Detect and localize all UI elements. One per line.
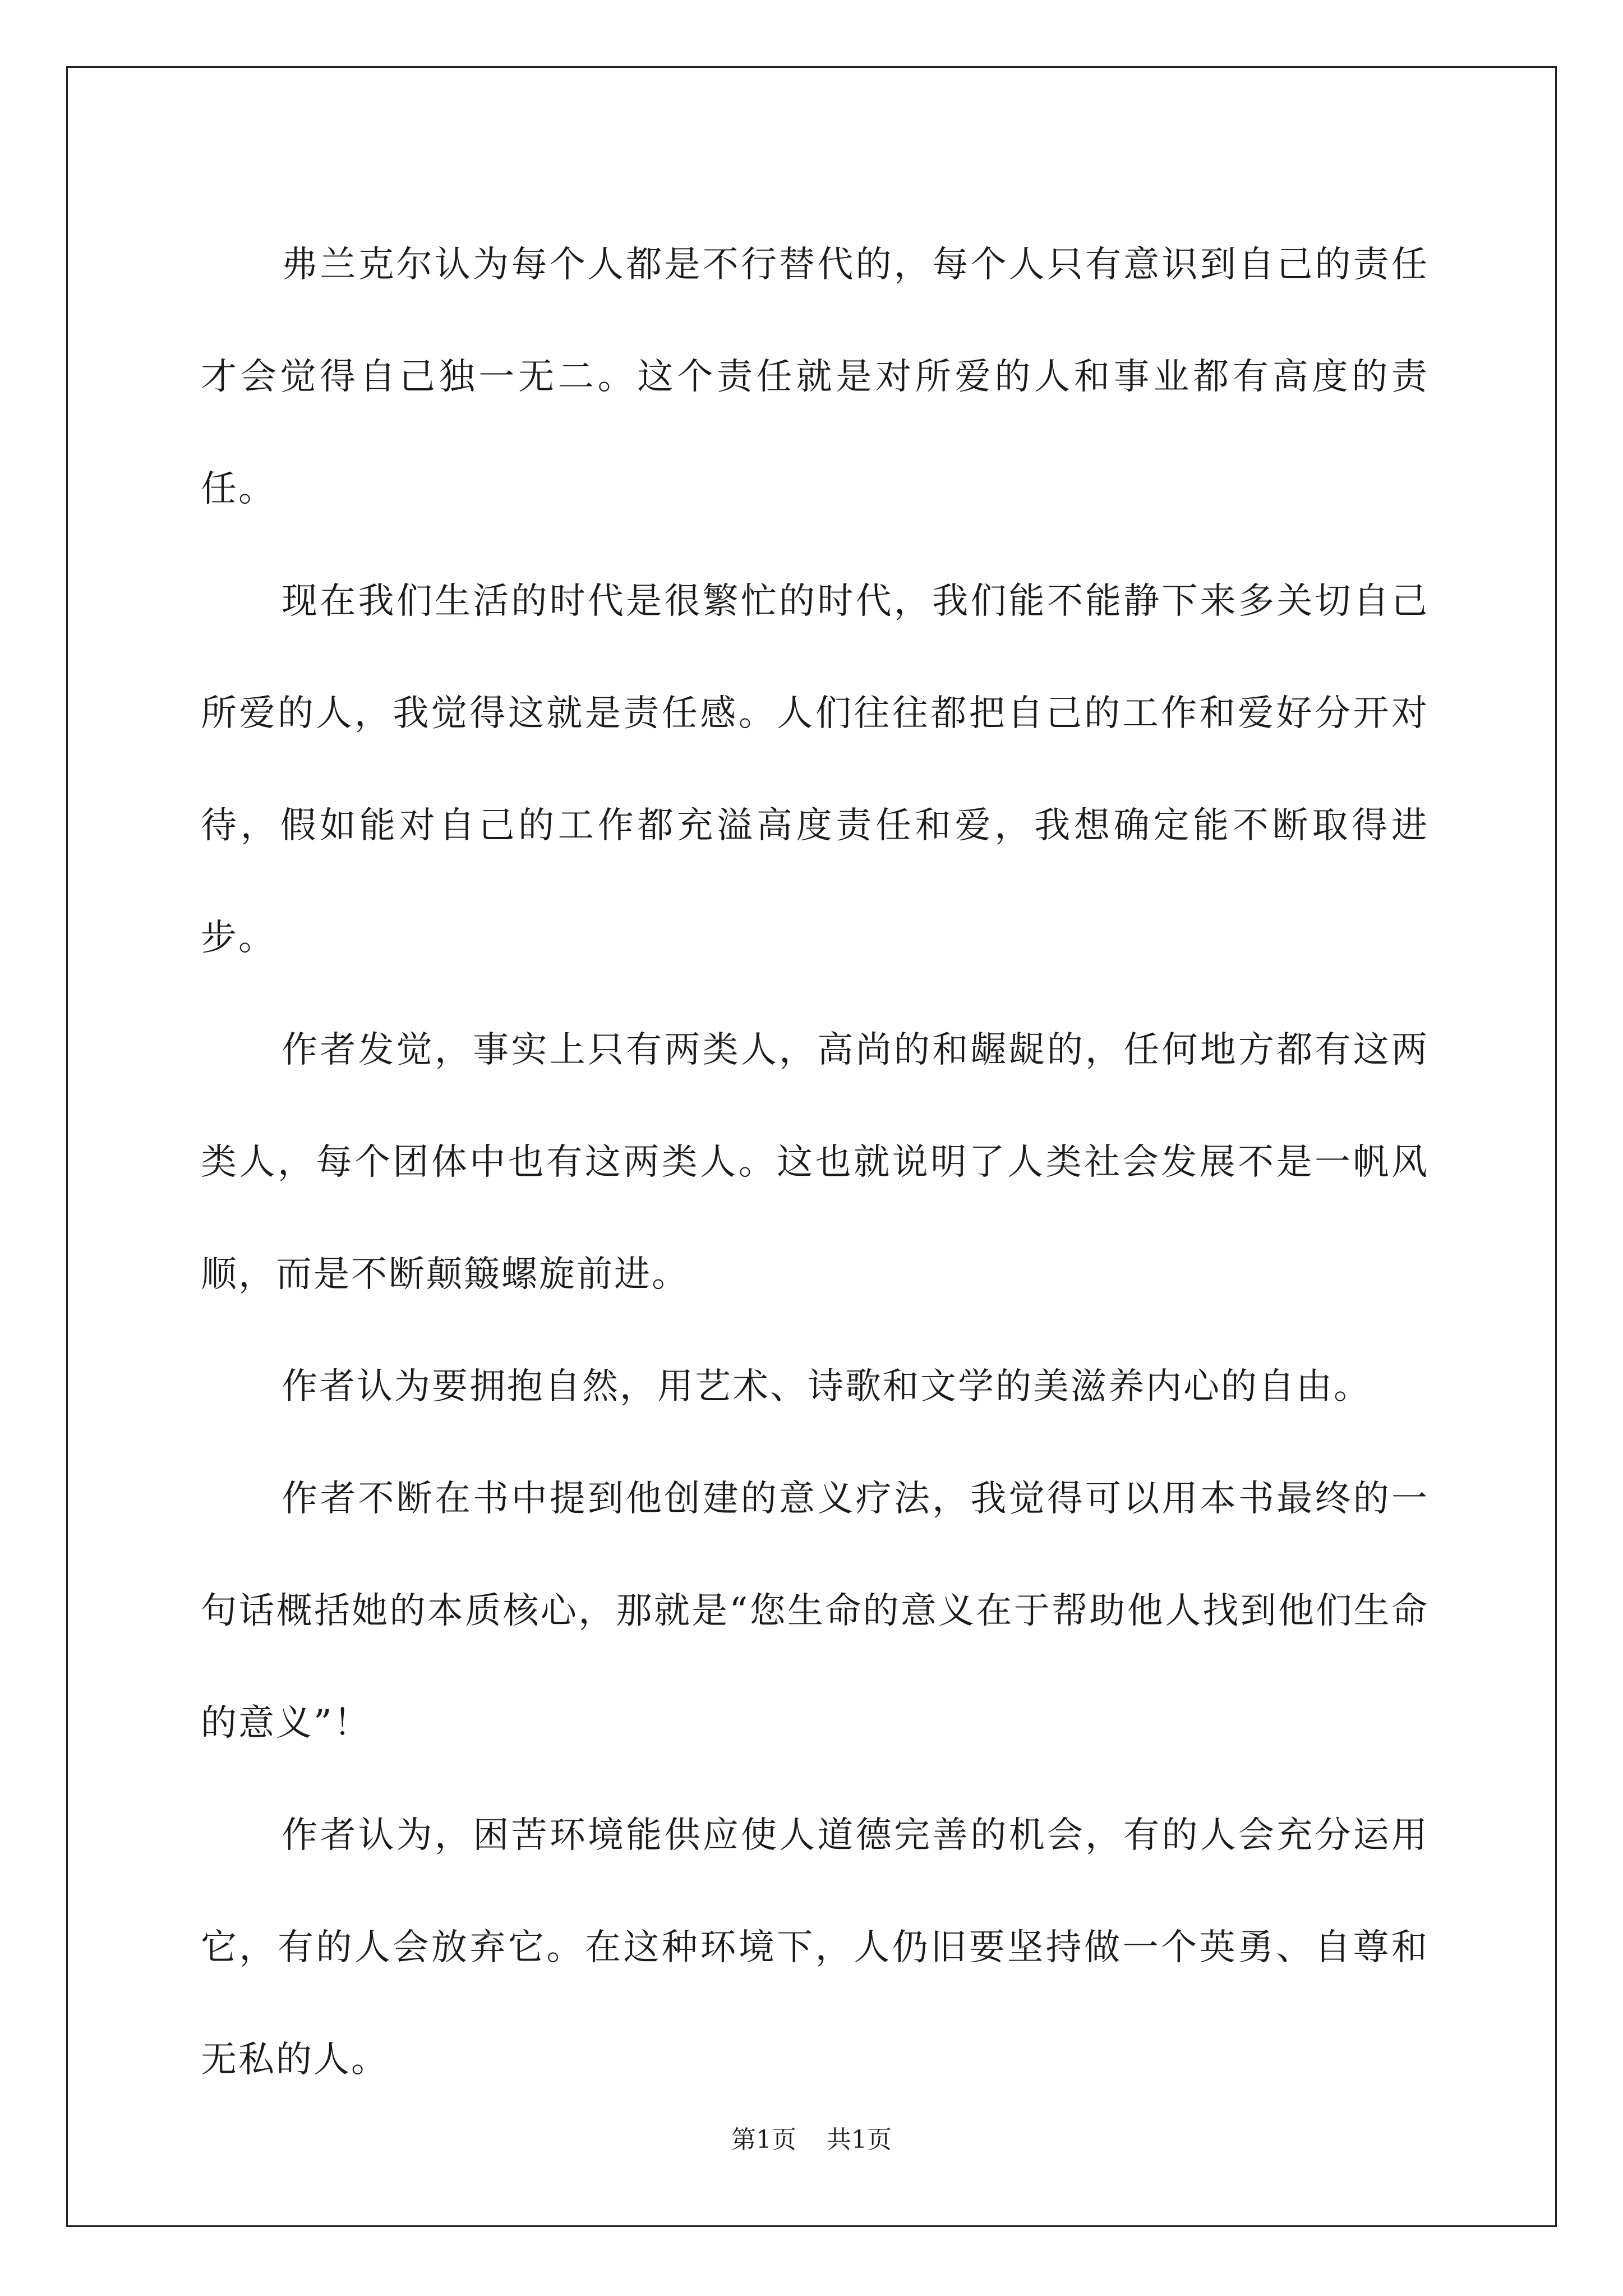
paragraph: 弗兰克尔认为每个人都是不行替代的，每个人只有意识到自己的责任才会觉得自己独一无二。这个责任就是对所爱的人和事业都有高度的责任。 [201,244,1429,510]
page-number-total: 共1页 [827,2125,892,2154]
paragraph: 作者认为要拥抱自然，用艺术、诗歌和文学的美滋养内心的自由。 [282,1366,1371,1407]
paragraph: 现在我们生活的时代是很繁忙的时代，我们能不能静下来多关切自己所爱的人，我觉得这就是责任感。人们往往都把自己的工作和爱好分开对待，假如能对自己的工作都充溢高度责任和爱，我想确定能不断取得进步。 [201,581,1429,959]
document-body [201,209,1429,2116]
paragraph: 作者认为，困苦环境能供应使人道德完善的机会，有的人会充分运用它，有的人会放弃它。在这种环境下，人仍旧要坚持做一个英勇、自尊和无私的人。 [201,1815,1429,2081]
paragraph: 作者发觉，事实上只有两类人，高尚的和龌龊的，任何地方都有这两类人，每个团体中也有这两类人。这也就说明了人类社会发展不是一帆风顺，而是不断颠簸螺旋前进。 [201,1029,1429,1295]
page-footer [0,2123,1623,2157]
page-number-current: 第1页 [731,2125,796,2154]
paragraph: 作者不断在书中提到他创建的意义疗法，我觉得可以用本书最终的一句话概括她的本质核心，那就是“您生命的意义在于帮助他人找到他们生命的意义”！ [201,1478,1429,1744]
